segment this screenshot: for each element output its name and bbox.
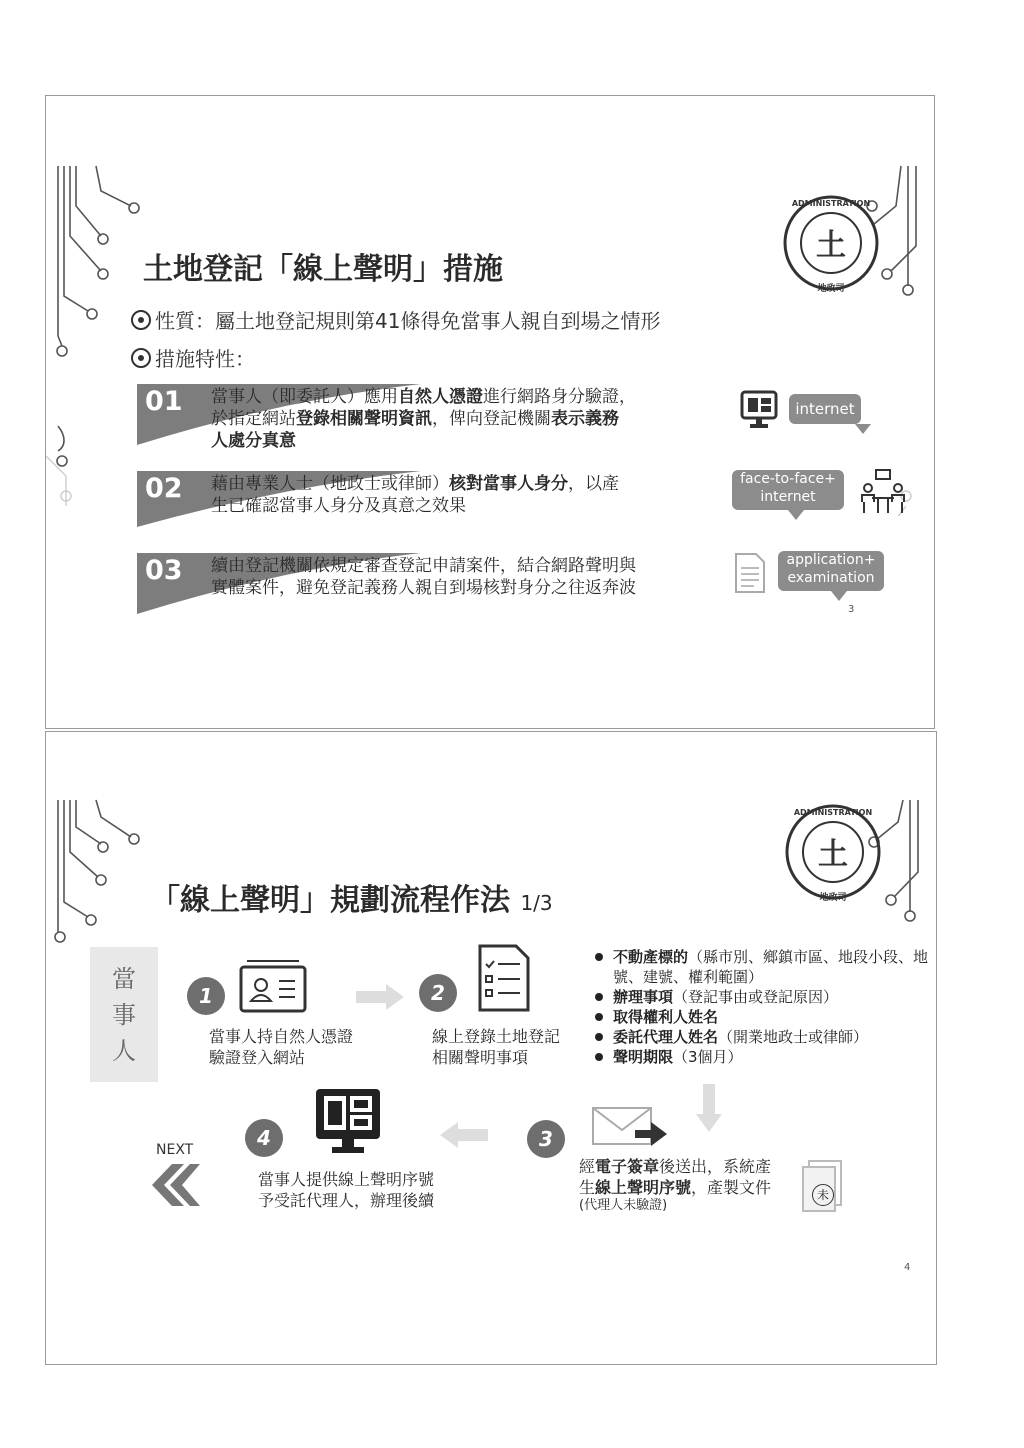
double-chevron-left-icon[interactable] [146, 1160, 202, 1210]
feature-item-01 [131, 380, 731, 450]
svg-text:地政司: 地政司 [819, 893, 847, 903]
svg-text:地政司: 地政司 [817, 284, 845, 294]
step-2-text: 線上登錄土地登記 相關聲明事項 [432, 1027, 561, 1067]
detail-item: 辦理事項（登記事由或登記原因） [591, 987, 931, 1007]
arrow-right-icon [354, 982, 406, 1012]
item-text: 當事人（即委託人）應用自然人憑證進行網路身分驗證， 於指定網站登錄相關聲明資訊，俾向登記機關表示義務 人處分真意 [211, 387, 636, 451]
features-label: 措施特性： [155, 347, 255, 371]
item-number: 01 [145, 386, 183, 417]
page-title: 「線上聲明」規劃流程作法 1/3 [150, 883, 553, 918]
bullet-circle-icon [131, 348, 151, 368]
detail-item: 不動產標的（縣市別、鄉鎮市區、地段小段、地號、建號、權利範圍） [591, 947, 931, 987]
slide-3 [45, 95, 935, 729]
nature-bullet [131, 305, 660, 334]
declaration-details-list [591, 947, 931, 1067]
step-1-text: 當事人持自然人憑證 驗證登入網站 [209, 1027, 354, 1067]
svg-text:ADMINISTRATION: ADMINISTRATION [791, 199, 871, 208]
unverified-stamp-icon: 未 [812, 1184, 834, 1206]
item-number: 03 [145, 555, 183, 586]
monitor-icon [740, 390, 780, 432]
step-3-text: 經電子簽章後送出，系統產 生線上聲明序號，產製文件 (代理人未驗證) [579, 1157, 772, 1213]
application-examination-bubble: application+ examination [778, 551, 884, 591]
bullet-circle-icon [131, 310, 151, 330]
arrow-left-icon [438, 1120, 490, 1150]
meeting-people-icon [858, 468, 908, 516]
id-card-icon [239, 957, 307, 1015]
svg-text:ADMINISTRATION: ADMINISTRATION [793, 808, 873, 817]
features-bullet [131, 343, 255, 372]
step-4-text: 當事人提供線上聲明序號 予受託代理人，辦理後續 [258, 1170, 435, 1210]
land-administration-logo [776, 191, 886, 296]
internet-bubble: internet [789, 394, 861, 424]
envelope-send-icon [591, 1104, 671, 1154]
step-number-4: 4 [245, 1119, 283, 1157]
step-number-3: 3 [527, 1120, 565, 1158]
item-number: 02 [145, 473, 183, 504]
nature-text: 屬土地登記規則第41條得免當事人親自到場之情形 [215, 309, 661, 333]
detail-item: 聲明期限（3個月） [591, 1047, 931, 1067]
page-number: 3 [848, 604, 855, 615]
page-title: 土地登記「線上聲明」措施 [143, 252, 503, 287]
feature-item-03 [131, 549, 731, 619]
party-label: 當 事 人 [90, 947, 158, 1082]
arrow-down-icon [694, 1082, 724, 1134]
document-icon [734, 552, 768, 594]
computer-monitor-icon [314, 1087, 384, 1155]
checklist-icon [476, 944, 532, 1012]
step-number-1: 1 [187, 977, 225, 1015]
slide-4 [45, 731, 937, 1365]
svg-text:土: 土 [816, 228, 846, 263]
next-label: NEXT [156, 1142, 194, 1158]
land-administration-logo [778, 800, 888, 905]
face-to-face-bubble: face-to-face+ internet [732, 470, 844, 510]
title-suffix: 1/3 [520, 891, 553, 915]
svg-text:土: 土 [818, 837, 848, 872]
step-number-2: 2 [419, 974, 457, 1012]
item-text: 續由登記機關依規定審查登記申請案件，結合網路聲明與 實體案件，避免登記義務人親自到場核對身分之往返奔波 [211, 556, 636, 598]
feature-item-02 [131, 467, 731, 537]
nature-label: 性質： [155, 309, 215, 333]
item-text: 藉由專業人士（地政士或律師）核對當事人身分，以產 生已確認當事人身分及真意之效果 [211, 474, 619, 516]
detail-item: 取得權利人姓名 [591, 1007, 931, 1027]
page-number: 4 [904, 1262, 911, 1273]
detail-item: 委託代理人姓名（開業地政士或律師） [591, 1027, 931, 1047]
